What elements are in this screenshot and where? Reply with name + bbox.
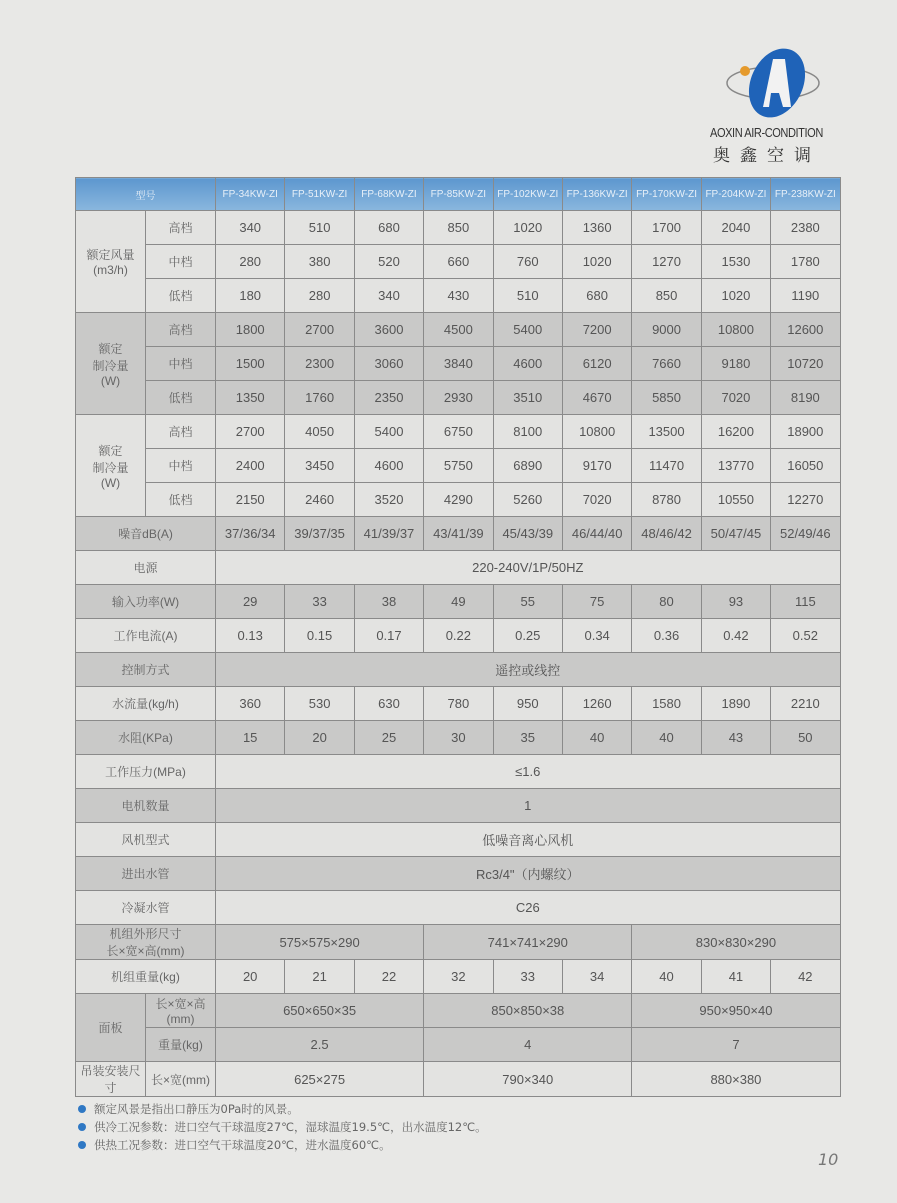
cell-value: 2150 [216, 483, 285, 517]
table-row [76, 789, 841, 823]
model-name: FP-238KW-ZI [771, 178, 840, 211]
cell-value: 430 [424, 279, 493, 313]
cell-value: 380 [285, 245, 354, 279]
model-header-label: 型号 [76, 178, 216, 211]
cell-value: 220-240V/1P/50HZ [216, 551, 841, 585]
cell-value: 3840 [424, 347, 493, 381]
hanging-sub-label: 长×宽(mm) [146, 1062, 216, 1097]
cell-value: 2930 [424, 381, 493, 415]
speed-label: 低档 [146, 483, 216, 517]
table-row [76, 1028, 841, 1062]
panel-sub-label: 重量(kg) [146, 1028, 216, 1062]
cell-value: 1580 [632, 687, 701, 721]
cell-value: 790×340 [424, 1062, 632, 1097]
cell-value: 1270 [632, 245, 701, 279]
cell-value: 5850 [632, 381, 701, 415]
cell-value: 3450 [285, 449, 354, 483]
table-row [76, 721, 841, 755]
cell-value: 4500 [424, 313, 493, 347]
cell-value: 3520 [354, 483, 423, 517]
model-name: FP-204KW-ZI [701, 178, 770, 211]
cell-value: 37/36/34 [216, 517, 285, 551]
cell-value: 7660 [632, 347, 701, 381]
group-label: 额定 制冷量 (W) [76, 313, 146, 415]
cell-value: 7 [632, 1028, 840, 1062]
cell-value: 850×850×38 [424, 994, 632, 1028]
cell-value: 0.15 [285, 619, 354, 653]
table-row [76, 823, 841, 857]
cell-value: 93 [701, 585, 770, 619]
row-label: 控制方式 [76, 653, 216, 687]
cell-value: 13770 [701, 449, 770, 483]
cell-value: 15 [216, 721, 285, 755]
cell-value: 16050 [771, 449, 840, 483]
speed-label: 高档 [146, 211, 216, 245]
table-row [76, 551, 841, 585]
cell-value: 7200 [562, 313, 631, 347]
cell-value: 9000 [632, 313, 701, 347]
model-name: FP-34KW-ZI [216, 178, 285, 211]
cell-value: 25 [354, 721, 423, 755]
footnote-text: 供冷工况参数：进口空气干球温度27℃，湿球温度19.5℃，出水温度12℃。 [94, 1120, 487, 1134]
speed-label: 低档 [146, 381, 216, 415]
cell-value: 2040 [701, 211, 770, 245]
table-row [76, 279, 841, 313]
model-name: FP-136KW-ZI [562, 178, 631, 211]
cell-value: 1350 [216, 381, 285, 415]
cell-value: ≤1.6 [216, 755, 841, 789]
cell-value: 1760 [285, 381, 354, 415]
cell-value: 1530 [701, 245, 770, 279]
page-number: 10 [818, 1150, 839, 1169]
footnote [78, 1118, 487, 1136]
cell-value: 4290 [424, 483, 493, 517]
cell-value: 6750 [424, 415, 493, 449]
bullet-icon [78, 1105, 86, 1113]
cell-value: 80 [632, 585, 701, 619]
table-row [76, 381, 841, 415]
cell-value: 9180 [701, 347, 770, 381]
cell-value: 1800 [216, 313, 285, 347]
cell-value: 2700 [285, 313, 354, 347]
footnote [78, 1136, 487, 1154]
table-row [76, 1062, 841, 1097]
table-row [76, 245, 841, 279]
cell-value: 8100 [493, 415, 562, 449]
table-row [76, 449, 841, 483]
cell-value: 625×275 [216, 1062, 424, 1097]
cell-value: 38 [354, 585, 423, 619]
cell-value: 510 [285, 211, 354, 245]
cell-value: 16200 [701, 415, 770, 449]
cell-value: 4 [424, 1028, 632, 1062]
cell-value: 1020 [493, 211, 562, 245]
cell-value: 0.52 [771, 619, 840, 653]
cell-value: 46/44/40 [562, 517, 631, 551]
cell-value: 6120 [562, 347, 631, 381]
cell-value: 29 [216, 585, 285, 619]
row-label: 输入功率(W) [76, 585, 216, 619]
cell-value: 880×380 [632, 1062, 840, 1097]
table-row [76, 653, 841, 687]
table-row [76, 619, 841, 653]
cell-value: 5750 [424, 449, 493, 483]
cell-value: 1 [216, 789, 841, 823]
cell-value: 75 [562, 585, 631, 619]
speed-label: 高档 [146, 415, 216, 449]
cell-value: 13500 [632, 415, 701, 449]
cell-value: 遥控或线控 [216, 653, 841, 687]
cell-value: 2700 [216, 415, 285, 449]
cell-value: 2350 [354, 381, 423, 415]
row-label: 机组外形尺寸 长×宽×高(mm) [76, 925, 216, 960]
table-row [76, 517, 841, 551]
row-label: 噪音dB(A) [76, 517, 216, 551]
cell-value: C26 [216, 891, 841, 925]
cell-value: 680 [562, 279, 631, 313]
cell-value: 8780 [632, 483, 701, 517]
table-row [76, 585, 841, 619]
row-label: 水流量(kg/h) [76, 687, 216, 721]
cell-value: 43 [701, 721, 770, 755]
table-row [76, 178, 841, 211]
cell-value: 575×575×290 [216, 925, 424, 960]
cell-value: 340 [354, 279, 423, 313]
cell-value: 41 [701, 960, 770, 994]
cell-value: 22 [354, 960, 423, 994]
cell-value: 780 [424, 687, 493, 721]
speed-label: 低档 [146, 279, 216, 313]
row-label: 工作压力(MPa) [76, 755, 216, 789]
cell-value: 280 [285, 279, 354, 313]
cell-value: 1190 [771, 279, 840, 313]
cell-value: 3600 [354, 313, 423, 347]
cell-value: 1020 [701, 279, 770, 313]
cell-value: 2300 [285, 347, 354, 381]
cell-value: 11470 [632, 449, 701, 483]
cell-value: 520 [354, 245, 423, 279]
hanging-label: 吊装安装尺寸 [76, 1062, 146, 1097]
cell-value: 510 [493, 279, 562, 313]
cell-value: 2.5 [216, 1028, 424, 1062]
bullet-icon [78, 1123, 86, 1131]
cell-value: 40 [562, 721, 631, 755]
model-name: FP-68KW-ZI [354, 178, 423, 211]
cell-value: 950×950×40 [632, 994, 840, 1028]
cell-value: 0.22 [424, 619, 493, 653]
cell-value: 40 [632, 960, 701, 994]
cell-value: 43/41/39 [424, 517, 493, 551]
cell-value: 39/37/35 [285, 517, 354, 551]
table-row [76, 211, 841, 245]
footnote-text: 供热工况参数：进口空气干球温度20℃，进水温度60℃。 [94, 1138, 391, 1152]
cell-value: 180 [216, 279, 285, 313]
cell-value: Rc3/4"（内螺纹） [216, 857, 841, 891]
cell-value: 3060 [354, 347, 423, 381]
cell-value: 760 [493, 245, 562, 279]
cell-value: 33 [493, 960, 562, 994]
table-row [76, 994, 841, 1028]
cell-value: 7020 [701, 381, 770, 415]
cell-value: 4600 [493, 347, 562, 381]
cell-value: 20 [216, 960, 285, 994]
cell-value: 660 [424, 245, 493, 279]
cell-value: 42 [771, 960, 840, 994]
row-label: 工作电流(A) [76, 619, 216, 653]
group-label: 额定 制冷量 (W) [76, 415, 146, 517]
cell-value: 49 [424, 585, 493, 619]
cell-value: 0.42 [701, 619, 770, 653]
table-row [76, 415, 841, 449]
cell-value: 5400 [493, 313, 562, 347]
cell-value: 3510 [493, 381, 562, 415]
model-name: FP-170KW-ZI [632, 178, 701, 211]
table-row [76, 960, 841, 994]
cell-value: 2400 [216, 449, 285, 483]
cell-value: 40 [632, 721, 701, 755]
cell-value: 2210 [771, 687, 840, 721]
cell-value: 55 [493, 585, 562, 619]
cell-value: 低噪音离心风机 [216, 823, 841, 857]
cell-value: 1020 [562, 245, 631, 279]
cell-value: 6890 [493, 449, 562, 483]
cell-value: 18900 [771, 415, 840, 449]
cell-value: 12270 [771, 483, 840, 517]
cell-value: 10800 [562, 415, 631, 449]
cell-value: 8190 [771, 381, 840, 415]
row-label: 风机型式 [76, 823, 216, 857]
cell-value: 741×741×290 [424, 925, 632, 960]
cell-value: 1700 [632, 211, 701, 245]
footnotes [78, 1100, 487, 1154]
cell-value: 5260 [493, 483, 562, 517]
cell-value: 52/49/46 [771, 517, 840, 551]
row-label: 冷凝水管 [76, 891, 216, 925]
cell-value: 1780 [771, 245, 840, 279]
speed-label: 中档 [146, 347, 216, 381]
cell-value: 35 [493, 721, 562, 755]
cell-value: 0.17 [354, 619, 423, 653]
cell-value: 12600 [771, 313, 840, 347]
panel-label: 面板 [76, 994, 146, 1062]
cell-value: 1260 [562, 687, 631, 721]
cell-value: 10550 [701, 483, 770, 517]
cell-value: 115 [771, 585, 840, 619]
cell-value: 5400 [354, 415, 423, 449]
footnote [78, 1100, 487, 1118]
table-row [76, 687, 841, 721]
cell-value: 4670 [562, 381, 631, 415]
table-row [76, 755, 841, 789]
cell-value: 4050 [285, 415, 354, 449]
cell-value: 0.13 [216, 619, 285, 653]
table-row [76, 347, 841, 381]
cell-value: 1360 [562, 211, 631, 245]
cell-value: 830×830×290 [632, 925, 840, 960]
table-row [76, 891, 841, 925]
cell-value: 850 [424, 211, 493, 245]
cell-value: 0.25 [493, 619, 562, 653]
cell-value: 32 [424, 960, 493, 994]
spec-table [75, 177, 841, 1097]
group-label: 额定风量 (m3/h) [76, 211, 146, 313]
table-row [76, 483, 841, 517]
cell-value: 0.34 [562, 619, 631, 653]
cell-value: 50 [771, 721, 840, 755]
aoxin-logo-icon [725, 45, 825, 123]
cell-value: 34 [562, 960, 631, 994]
table-row [76, 857, 841, 891]
cell-value: 2460 [285, 483, 354, 517]
cell-value: 10720 [771, 347, 840, 381]
cell-value: 50/47/45 [701, 517, 770, 551]
speed-label: 高档 [146, 313, 216, 347]
cell-value: 2380 [771, 211, 840, 245]
cell-value: 530 [285, 687, 354, 721]
speed-label: 中档 [146, 245, 216, 279]
cell-value: 21 [285, 960, 354, 994]
cell-value: 630 [354, 687, 423, 721]
cell-value: 280 [216, 245, 285, 279]
cell-value: 41/39/37 [354, 517, 423, 551]
brand-name-cn: 奥鑫空调 [713, 146, 821, 166]
cell-value: 9170 [562, 449, 631, 483]
bullet-icon [78, 1141, 86, 1149]
model-name: FP-51KW-ZI [285, 178, 354, 211]
row-label: 电机数量 [76, 789, 216, 823]
cell-value: 48/46/42 [632, 517, 701, 551]
brand-logo [705, 45, 840, 165]
cell-value: 850 [632, 279, 701, 313]
cell-value: 33 [285, 585, 354, 619]
table-row [76, 313, 841, 347]
model-name: FP-102KW-ZI [493, 178, 562, 211]
model-name: FP-85KW-ZI [424, 178, 493, 211]
cell-value: 950 [493, 687, 562, 721]
cell-value: 30 [424, 721, 493, 755]
cell-value: 10800 [701, 313, 770, 347]
cell-value: 1500 [216, 347, 285, 381]
row-label: 进出水管 [76, 857, 216, 891]
cell-value: 4600 [354, 449, 423, 483]
speed-label: 中档 [146, 449, 216, 483]
table-row [76, 925, 841, 960]
footnote-text: 额定风景是指出口静压为0Pa时的风景。 [94, 1102, 299, 1116]
cell-value: 1890 [701, 687, 770, 721]
cell-value: 7020 [562, 483, 631, 517]
row-label: 机组重量(kg) [76, 960, 216, 994]
cell-value: 0.36 [632, 619, 701, 653]
brand-name-en: AOXIN AIR-CONDITION [710, 125, 823, 140]
cell-value: 360 [216, 687, 285, 721]
cell-value: 680 [354, 211, 423, 245]
cell-value: 650×650×35 [216, 994, 424, 1028]
cell-value: 340 [216, 211, 285, 245]
cell-value: 20 [285, 721, 354, 755]
panel-sub-label: 长×宽×高 (mm) [146, 994, 216, 1028]
row-label: 水阻(KPa) [76, 721, 216, 755]
cell-value: 45/43/39 [493, 517, 562, 551]
row-label: 电源 [76, 551, 216, 585]
